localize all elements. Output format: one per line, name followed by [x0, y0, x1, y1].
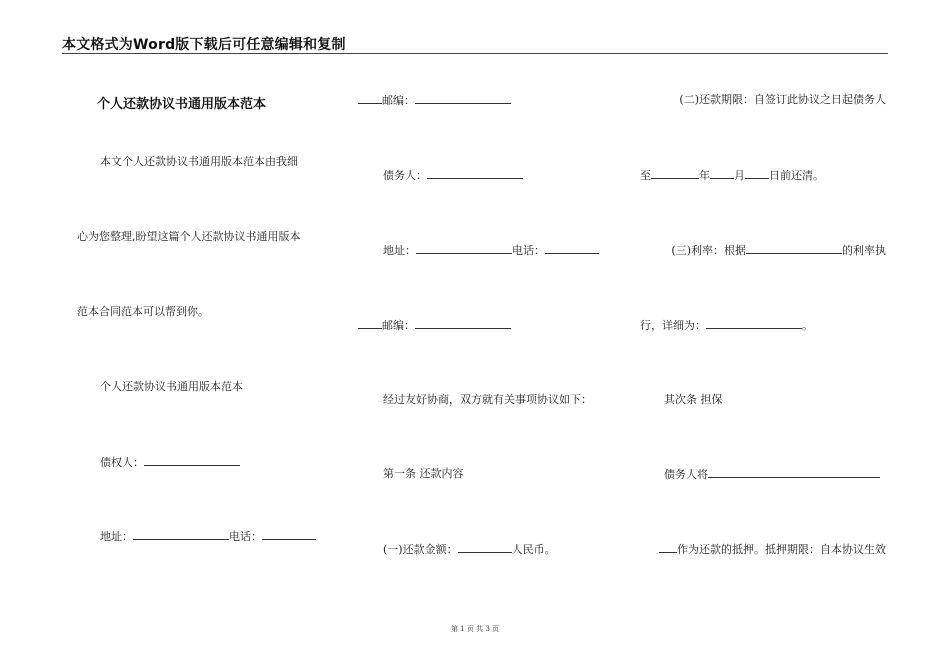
- agreement-text: 经过友好协商，双方就有关事项协议如下：: [383, 393, 592, 406]
- address-label: 地址：: [100, 530, 133, 543]
- article-1-heading: 第一条 还款内容: [383, 467, 464, 480]
- creditor-line: [100, 455, 240, 470]
- postcode-blank: [415, 93, 511, 104]
- rate-detail-line: [640, 318, 813, 333]
- debtor-blank: [427, 168, 523, 179]
- header-title: 本文格式为Word版下载后可任意编辑和复制: [62, 37, 346, 53]
- collateral-blank: [708, 467, 880, 478]
- postcode-label: 邮编：: [382, 94, 415, 107]
- year-label: 年: [699, 169, 710, 182]
- debtor-postcode-line: [358, 318, 511, 333]
- rate-label: (三)利率：根据: [671, 244, 746, 257]
- collateral-line: [664, 467, 880, 482]
- collateral-text: 作为还款的抵押。抵押期限：自本协议生效: [677, 543, 886, 556]
- collateral-term-line: [659, 542, 886, 557]
- phone-blank: [262, 529, 316, 540]
- document-title: 个人还款协议书通用版本范本: [97, 97, 267, 112]
- rate-detail-label: 行，详细为：: [640, 319, 706, 332]
- address-label: 地址：: [383, 244, 416, 257]
- address-blank: [133, 529, 229, 540]
- year-blank: [651, 168, 699, 179]
- rate-suffix: 的利率执: [842, 244, 886, 257]
- creditor-blank: [144, 455, 240, 466]
- rate-detail-suffix: 。: [802, 319, 813, 332]
- phone-label: 电话：: [512, 244, 545, 257]
- month-blank: [710, 168, 734, 179]
- creditor-postcode-line: [358, 93, 511, 108]
- agreement-subtitle: 个人还款协议书通用版本范本: [100, 380, 243, 393]
- postcode-label: 邮编：: [382, 319, 415, 332]
- rate-basis-blank: [746, 243, 842, 254]
- debtor-address-line: [383, 243, 599, 258]
- creditor-address-line: [100, 529, 316, 544]
- postcode-prefix-blank: [358, 93, 382, 104]
- debtor-will-label: 债务人将: [664, 468, 708, 481]
- postcode-prefix-blank: [358, 318, 382, 329]
- page-footer: 第 1 页 共 3 页: [450, 625, 500, 633]
- article-2-heading: 其次条 担保: [664, 393, 723, 406]
- month-label: 月: [734, 169, 745, 182]
- amount-line: [383, 542, 556, 557]
- address-blank: [416, 243, 512, 254]
- repayment-date-line: [640, 168, 824, 183]
- term-to-label: 至: [640, 169, 651, 182]
- phone-label: 电话：: [229, 530, 262, 543]
- interest-rate-line: [671, 243, 886, 258]
- amount-label: (一)还款金额：: [383, 543, 458, 556]
- postcode-blank: [415, 318, 511, 329]
- rate-detail-blank: [706, 318, 802, 329]
- day-label: 日前还清。: [769, 169, 824, 182]
- header-divider: [62, 53, 888, 54]
- intro-line-2: 心为您整理,盼望这篇个人还款协议书通用版本: [77, 230, 301, 243]
- collateral-prefix-blank: [659, 542, 677, 553]
- amount-unit: 人民币。: [511, 543, 556, 556]
- day-blank: [745, 168, 769, 179]
- debtor-line: [383, 168, 523, 183]
- debtor-label: 债务人：: [383, 169, 427, 182]
- repayment-term-line: (二)还款期限：自签订此协议之日起债务人: [679, 93, 886, 106]
- creditor-label: 债权人：: [100, 456, 144, 469]
- intro-line-3: 范本合同范本可以帮到你。: [77, 305, 209, 318]
- intro-line-1: 本文个人还款协议书通用版本范本由我细: [100, 155, 298, 168]
- phone-blank: [545, 243, 599, 254]
- amount-blank: [458, 542, 512, 553]
